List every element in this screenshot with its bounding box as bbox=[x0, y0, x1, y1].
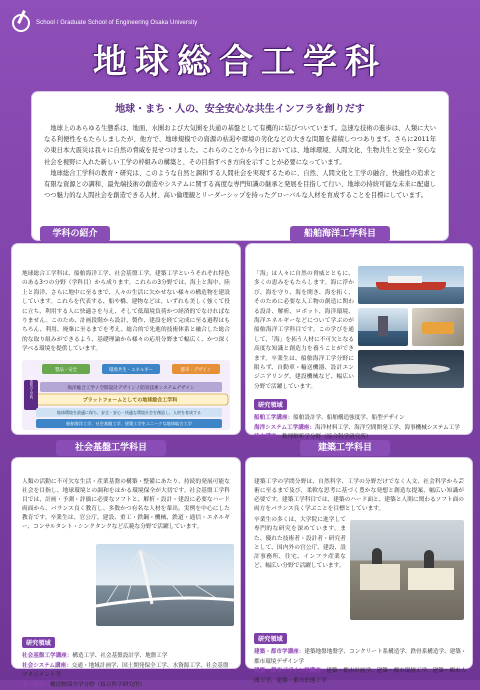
bridge-drawing bbox=[96, 544, 234, 626]
marine-text: 「海」は人々に自然の脅威とともに、多くの恵みをもたらします。海に浮かび、海を守り、海を開き、海を拓く、そのために必要な人工物の創造に関わる設計、解析、ロボット、海洋環境、海洋エネルギーなどについて学ぶのが船舶海洋工学科目です。この学びを通して、「海」を拓う人材に不可欠となる高度な知識と創造力を養うことができます。卒業生は、船舶海洋工学分野に限らず、自動車・輸送機器、設計エンジニアリング、建設機械など、幅広い分野で活躍しています。 bbox=[254, 271, 354, 390]
arch-panel bbox=[246, 458, 472, 684]
research-item bbox=[254, 667, 468, 686]
diagram-bottom-text: 地球環境を最適に保ち、安全・安心・快適な環境社会を創造し、人材を育成する bbox=[57, 410, 201, 415]
studio-photo bbox=[350, 520, 464, 620]
research-value: 建築地盤地盤学、コンクリート系構造学、鉄骨系構造学、建築・都市環境デザイン学 bbox=[254, 649, 467, 665]
marine-tab: 船舶海洋工学科目 bbox=[290, 226, 390, 242]
research-value: 交通・地域計画学、国土開発保全工学、水資源工学、社会基盤マネジメント学 bbox=[22, 662, 229, 679]
intro-paragraph: 地球総合工学科の教育・研究は、このような自然と調和する人間社会を実現するために、自然、人間文化と工学の融合、快適性の追求と有限な資源との調和、最先端技術の創造やシステムに関する高度な専門知識の継承と発展を目指して行い、地球の持続可能な未来に配慮しつつ魅力的な人間社会を創造できる人材、高い倫理観とリーダーシップを持ったグローバルな人材を育成することを目標にしています。 bbox=[44, 169, 436, 200]
diagram-left-tag: 地球総合工学科 bbox=[29, 375, 33, 399]
civil-text: 人類の活動に不可欠な生活・産業基盤の構築・整備にあたり、持続的発展可能な社会を目指し、地球環境との調和をはかる環境保全が大切です。社会基盤工学科目では、計画・予測・評価に必要なソフトと、解析・設計・建設に必要なハード両面から、バランス良く教育し、多数かつ有名な人材を輩出。実例を中心にした教育です。卒業生は、官公庁、建設、重工・鉄鋼・機械、鉄道・通信・エネルギー、コンサルタント・シンクタンクなど広範な分野で活躍しています。 bbox=[22, 479, 230, 531]
arch-text-side: 卒業生の多くは、大学院に進学して専門的な研究を深めています。また、優れた技術者・設計者・研究者として、国内外の官公庁、建設、設計事務所、住宅、インフラ産業など、幅広い分野で活躍しています。 bbox=[254, 517, 346, 569]
research-title: 研究領域 bbox=[22, 637, 55, 648]
research-item bbox=[254, 414, 466, 424]
diagram-sub-platform: 海洋総合工学 / 空間設計デザイン / 防災技術システムデザイン bbox=[67, 386, 195, 391]
research-item bbox=[22, 681, 234, 690]
diagram-pillar-label: 都市・デザイン bbox=[180, 368, 212, 373]
marine-photos bbox=[358, 266, 464, 388]
university-logo-icon bbox=[12, 14, 30, 32]
diagram-pillar-label: 製品・安全 bbox=[55, 368, 77, 373]
diagram-platform: プラットフォームとしての地球総合工学科 bbox=[82, 397, 178, 404]
research-label: 協力講座： bbox=[22, 681, 50, 688]
arch-tab: 建築工学科目 bbox=[300, 440, 390, 456]
research-value: 数理解析学分野（接合科学研究所） bbox=[281, 434, 372, 441]
research-label: 建築・都市学講座： bbox=[254, 649, 305, 655]
diagram-footer: 船舶海洋工学、社会基盤工学、建築工学をユニークな地球総合工学 bbox=[66, 421, 192, 426]
research-label: 海洋システム工学講座： bbox=[254, 424, 315, 431]
dept-intro-tab: 学科の紹介 bbox=[40, 226, 110, 242]
marine-research bbox=[254, 392, 466, 443]
research-label: 社会基盤工学講座： bbox=[22, 653, 73, 659]
dept-structure-diagram bbox=[22, 360, 230, 430]
research-list bbox=[254, 648, 468, 686]
offshore-photo bbox=[358, 308, 408, 346]
research-item bbox=[22, 662, 234, 681]
research-label: 社会システム講座： bbox=[22, 662, 72, 669]
intro-body bbox=[44, 123, 436, 201]
research-list bbox=[254, 414, 466, 443]
civil-research bbox=[22, 630, 234, 690]
research-item bbox=[254, 424, 466, 434]
intro-paragraph: 地球上のあらゆる生態系は、地面、水圏および大気圏を共通の基盤として有機的に結びついています。急速な技術の進歩は、人類に大いなる利便性をもたらしましたが、他方で、地球規模での資源の枯渇や環境の劣化などの大きな問題を蓄積しつつあります。さらに2011年の東日本大震災は我々に自然の脅威を見せつけました。これらのことから今日においては、地球環境、人間文化、生物共生と安全・安心な社会を視野に入れた新しい工学の枠組みの構築と、その目指すべき方向を示すことが必要になっています。 bbox=[44, 125, 436, 166]
research-value: 船舶設計学、船舶構造強度学、船型デザイン bbox=[293, 415, 405, 421]
ship-photo bbox=[358, 266, 464, 304]
civil-panel bbox=[12, 458, 240, 688]
research-value: 構造工学、社会基盤設計学、地盤工学 bbox=[72, 653, 168, 659]
dept-intro-panel bbox=[12, 244, 240, 434]
school-name: School / Graduate School of Engineering Osaka University bbox=[36, 20, 198, 26]
bridge-photo bbox=[96, 544, 234, 626]
intro-heading: 地球・まち・人の、安全安心な共生インフラを創りだす bbox=[115, 104, 365, 115]
research-item bbox=[22, 652, 234, 662]
research-label: 協力講座： bbox=[254, 434, 282, 441]
research-value: 海洋材料工学、海洋空間開発工学、海事機械システム工学 bbox=[314, 424, 460, 431]
arch-research bbox=[254, 626, 468, 686]
research-list bbox=[22, 652, 234, 690]
header bbox=[0, 0, 480, 88]
diagram-pillar-label: 環境共生・エネルギー bbox=[109, 368, 153, 373]
research-item bbox=[254, 648, 468, 667]
page-title: 地球総合工学科 bbox=[93, 42, 387, 82]
research-title: 研究領域 bbox=[254, 633, 287, 644]
research-value: 構造物保全学分野（接合科学研究所） bbox=[49, 681, 146, 688]
research-value: 建築・都市計画学、建築・都市環境工学、建築・都市人間工学、建築・都市形態工学 bbox=[254, 668, 467, 684]
marine-panel bbox=[246, 244, 472, 441]
intro-panel bbox=[32, 92, 448, 240]
arch-text: 建築工学の学問分野は、自然科学、工学の分野だけでなく人文、社会科学から芸術に至るまで及び、柔軟な思考に基づく豊かな発想と創造な提案、幅広い知識が必要です。建築工学科目では、建築のハード面と、建築と人間に関わるソフト面の両方をバランス良く学ぶことを目標としています。 bbox=[254, 479, 464, 513]
research-title: 研究領域 bbox=[254, 399, 287, 410]
dept-intro-text: 地球総合工学科は、船舶海洋工学、社会基盤工学、建築工学というそれぞれ特色のある3つの分野（学科目）から成ります。これらの3分野では、海上と海中、陸上と海洋、さらに地中に至るまで、人々の生活に欠かせない様々の構造物を建設しています。これらを代表する、船や橋、建物などは、いずれも美しく強くて役に立ち、利用する人に快適さを与え、そして低環境負荷かつ経済的でなければなりません。このため、計画段階から設計、製作、建設を経て完成に至る過程はもちろん、利用、廃棄に至るまでを考え、総合的で先進的技術体系と融合した総合的な取り組みができるよう、基礎理論から様々の応用分野まで幅広く、かつ深く学べる環境を提供しています。 bbox=[22, 271, 230, 353]
research-label: 船舶工学講座： bbox=[254, 415, 294, 421]
ship-model-photo bbox=[358, 350, 464, 388]
research-label: 建築・都市デザイン学講座： bbox=[254, 668, 327, 675]
lab-photo bbox=[412, 308, 464, 346]
civil-tab: 社会基盤工学科目 bbox=[56, 440, 166, 456]
